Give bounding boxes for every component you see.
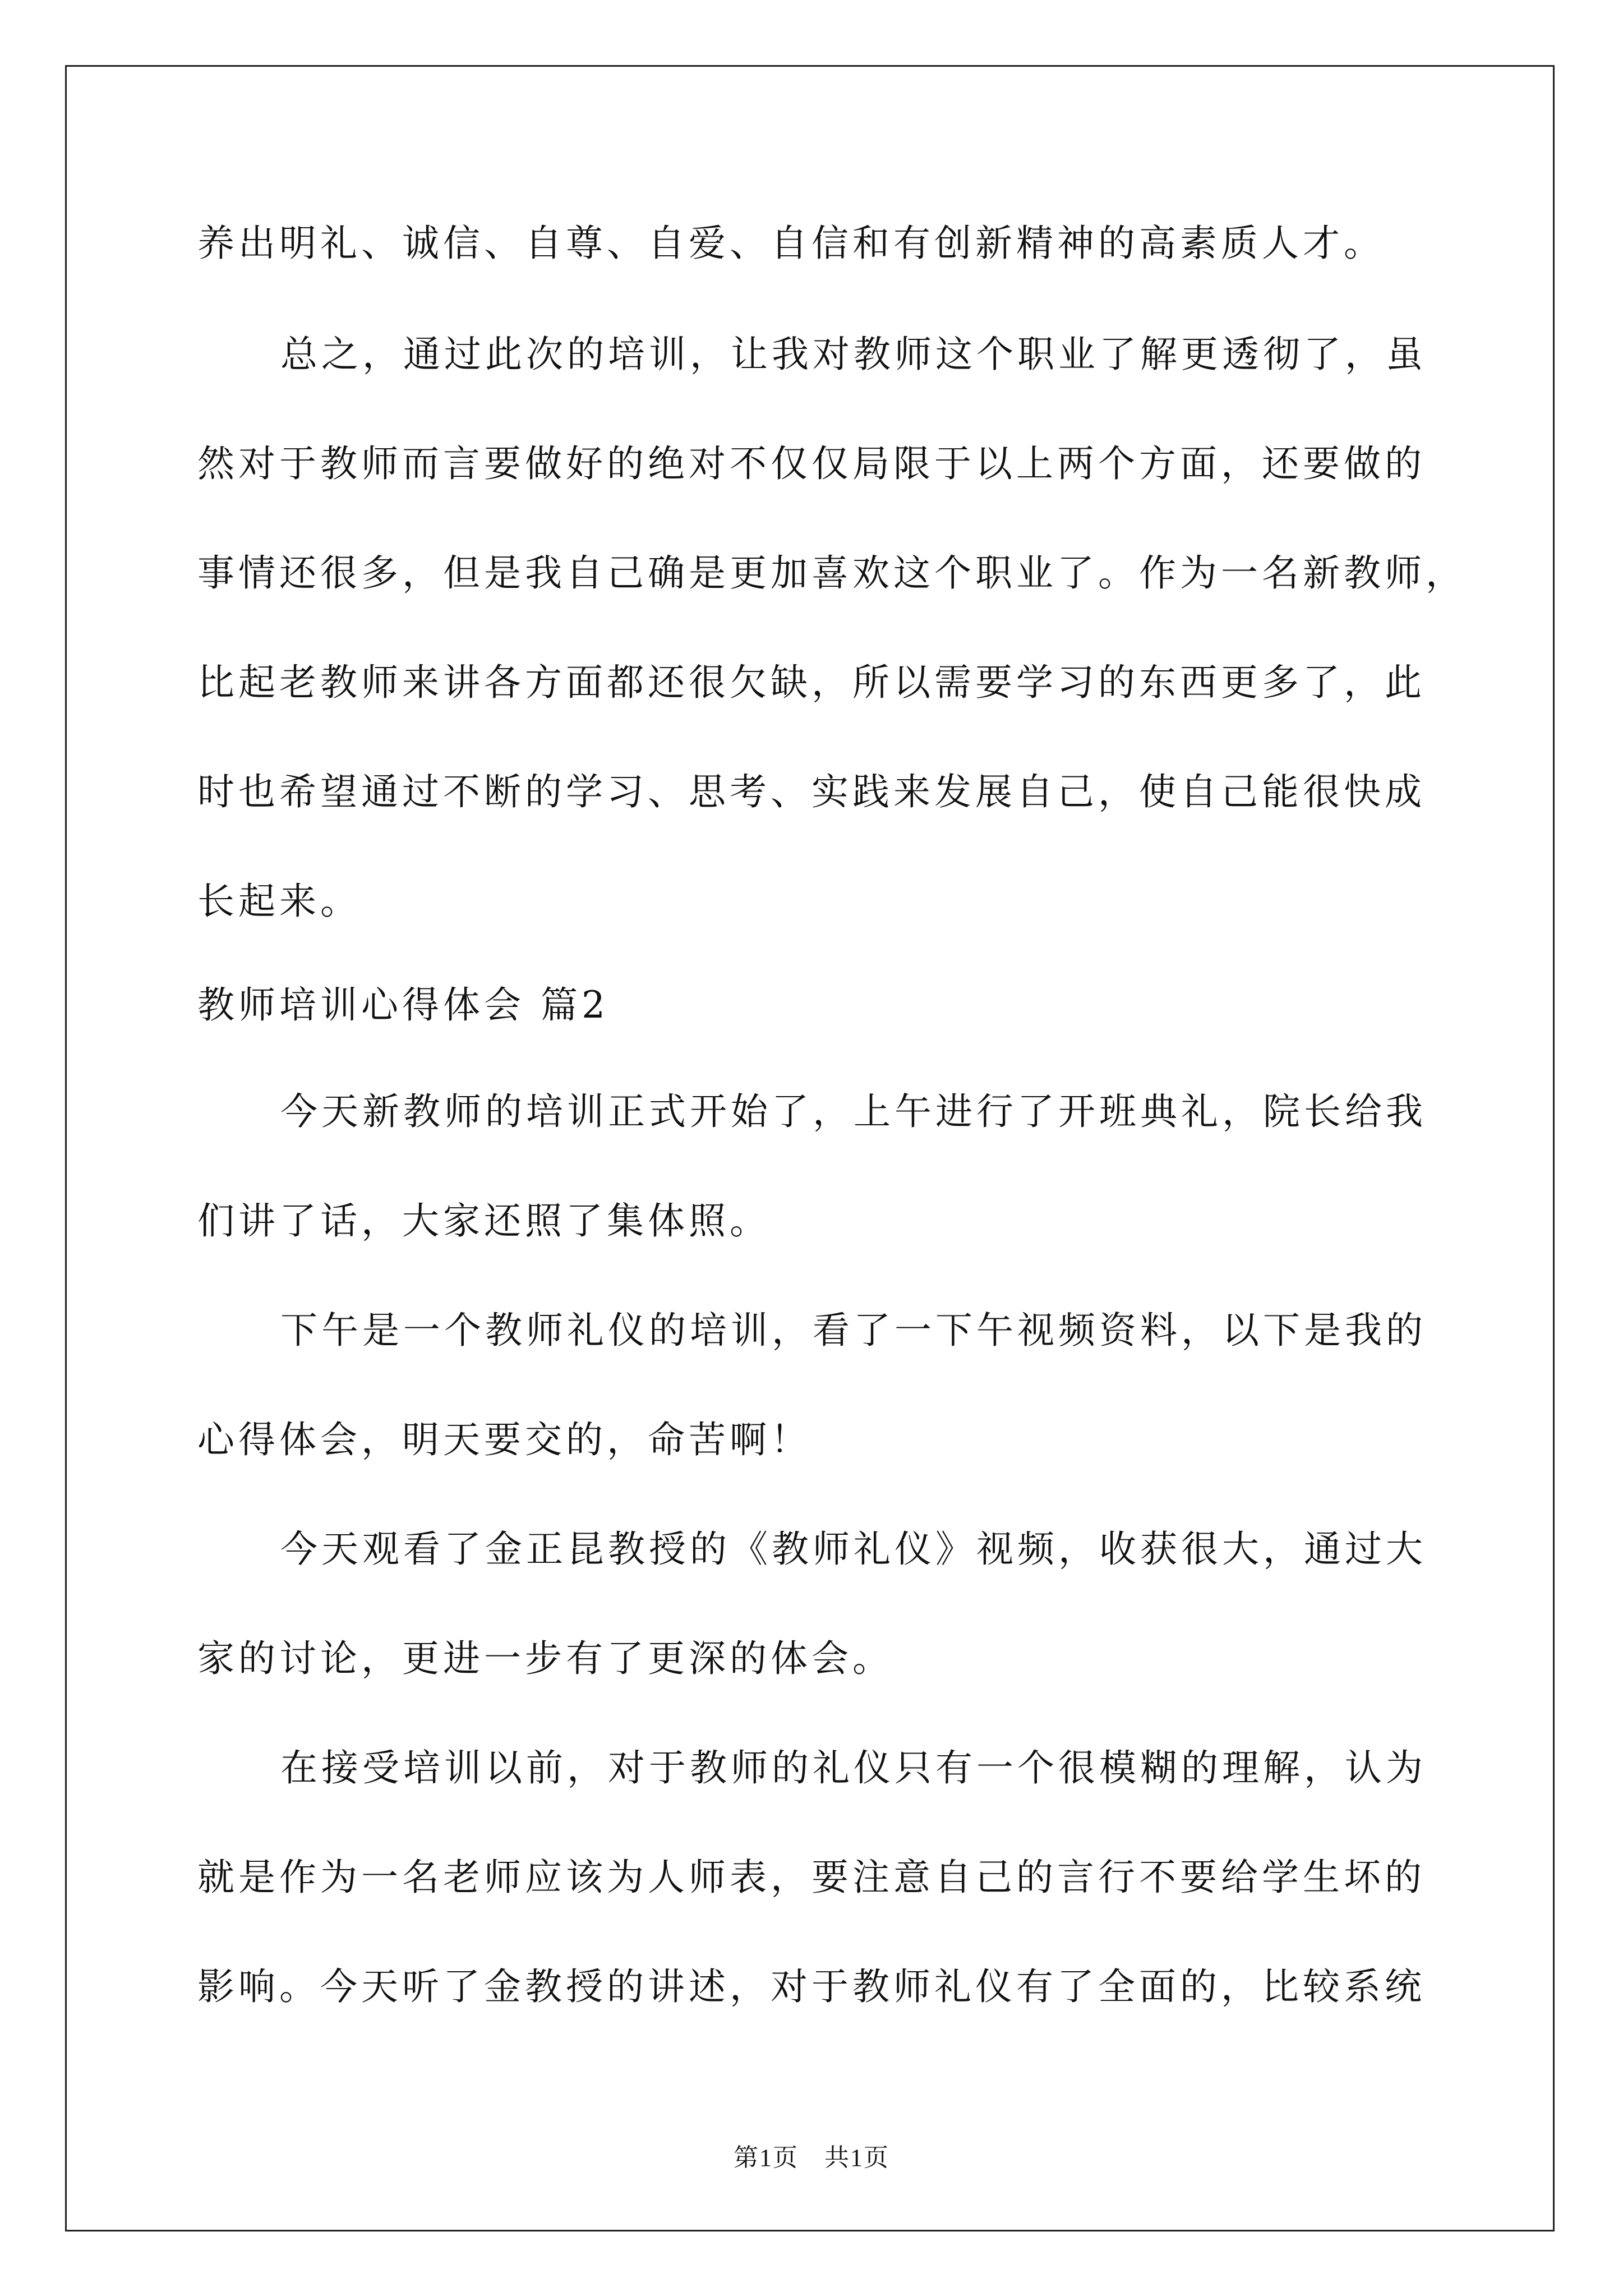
paragraph-line: 心得体会，明天要交的，命苦啊！ (197, 1418, 811, 1461)
paragraph-line: 长起来。 (197, 880, 361, 923)
paragraph-line: 比起老教师来讲各方面都还很欠缺，所以需要学习的东西更多了，此 (197, 661, 1426, 704)
paragraph-line: 今天观看了金正昆教授的《教师礼仪》视频，收获很大，通过大 (280, 1527, 1427, 1571)
paragraph-line: 下午是一个教师礼仪的培训，看了一下午视频资料，以下是我的 (280, 1309, 1427, 1352)
page-footer: 第1页 共1页 (734, 2144, 889, 2171)
paragraph-line: 时也希望通过不断的学习、思考、实践来发展自己，使自己能很快成 (197, 770, 1426, 813)
page-border (65, 65, 1555, 2231)
paragraph-line: 就是作为一名老师应该为人师表，要注意自己的言行不要给学生坏的 (197, 1856, 1426, 1899)
paragraph-line: 家的讨论，更进一步有了更深的体会。 (197, 1637, 893, 1680)
section-heading: 教师培训心得体会 篇2 (197, 983, 609, 1027)
paragraph-line: 影响。今天听了金教授的讲述，对于教师礼仪有了全面的，比较系统 (197, 1965, 1426, 2008)
paragraph-line: 总之，通过此次的培训，让我对教师这个职业了解更透彻了，虽 (280, 333, 1427, 376)
paragraph-line: 然对于教师而言要做好的绝对不仅仅局限于以上两个方面，还要做的 (197, 442, 1426, 485)
paragraph-line: 们讲了话，大家还照了集体照。 (197, 1199, 771, 1243)
paragraph-line: 养出明礼、诚信、自尊、自爱、自信和有创新精神的高素质人才。 (197, 222, 1385, 265)
paragraph-line: 今天新教师的培训正式开始了，上午进行了开班典礼，院长给我 (280, 1090, 1427, 1133)
paragraph-line: 事情还很多，但是我自己确是更加喜欢这个职业了。作为一名新教师， (197, 551, 1467, 595)
paragraph-line: 在接受培训以前，对于教师的礼仪只有一个很模糊的理解，认为 (280, 1746, 1427, 1789)
